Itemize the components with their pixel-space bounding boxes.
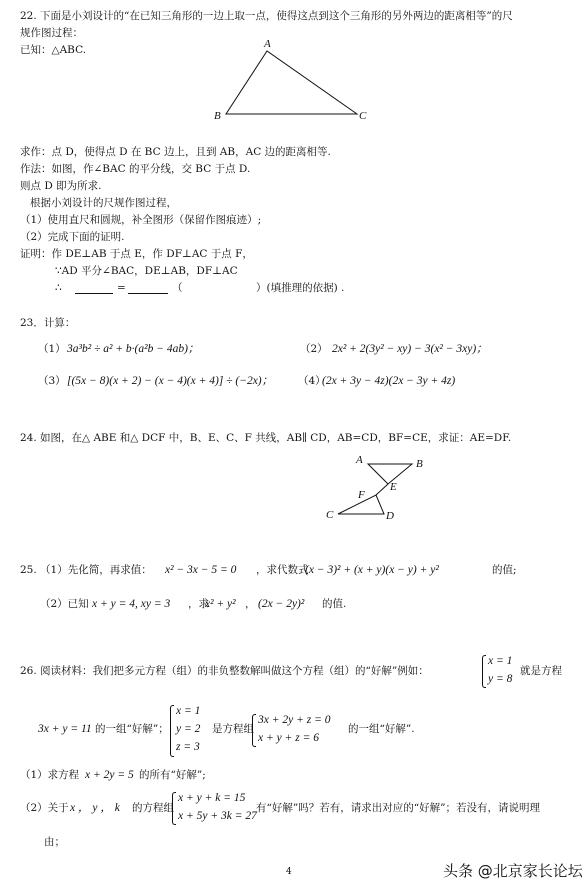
q25-part2-condition: x + y = 4, xy = 3 — [92, 598, 171, 610]
q23-part3-expr: [(5x − 8)(x + 2) − (x − 4)(x + 4)] ÷ (−2x)； — [67, 375, 274, 387]
q23-part3-label: （3） — [38, 375, 66, 387]
q26-part1-suffix: 的所有“好解”; — [139, 769, 206, 781]
q22-task1: （1）使用直尺和圆规，补全图形（保留作图痕迹）; — [20, 214, 262, 226]
q26-system-eq1: 3x + 2y + z = 0 — [258, 714, 331, 726]
q25-part2-ask: ，求 — [188, 598, 209, 610]
q26-solution-x: x = 1 — [176, 705, 201, 717]
q26-part2-prefix: （2）关于 — [20, 802, 69, 814]
q22-intro: 根据小刘设计的尺规作图过程， — [30, 197, 177, 209]
blank-2[interactable] — [128, 293, 168, 294]
q23-title: 23．计算： — [20, 317, 76, 329]
brace — [252, 714, 256, 747]
q26-part2-eq1: x + y + k = 15 — [178, 792, 246, 804]
q26-intro: 26. 阅读材料：我们把多元方程（组）的非负整数解叫做这个方程（组）的“好解”例如： — [20, 665, 429, 677]
q22-proof-basis: ）(填推理的依据) . — [256, 282, 345, 294]
q24-stem: 24. 如图，在△ ABE 和△ DCF 中，B、E、C、F 共线，AB∥ CD，AB=CD，BF=CE，求证：AE=DF. — [20, 432, 512, 444]
q25-part2-prefix: （2）已知 — [40, 598, 89, 610]
q22-proof-line1: 证明：作 DE⊥AB 于点 E，作 DF⊥AC 于点 F， — [20, 248, 253, 260]
q26-intro-end: 就是方程 — [520, 665, 562, 677]
q26-part1-prefix: （1）求方程 — [20, 769, 80, 781]
q25-part1-suffix: 的值; — [492, 564, 517, 576]
q25-part1-prefix: 25. （1）先化简，再求值： — [20, 564, 152, 576]
q22-task2: （2）完成下面的证明. — [20, 231, 125, 243]
q26-solution-y: y = 2 — [176, 723, 201, 735]
label-f: F — [358, 489, 365, 501]
q23-part2-label: （2） — [300, 343, 328, 355]
q26-solution-z: z = 3 — [176, 741, 200, 753]
q22-given: 已知：△ABC. — [20, 44, 87, 56]
q26-example-eq: 3x + y = 11 — [38, 723, 92, 735]
q26-system-end: 的一组“好解”. — [348, 723, 415, 735]
q22-stem-line2: 规作图过程： — [20, 27, 83, 39]
watermark: 头条 @北京家长论坛 — [443, 862, 583, 880]
q26-part2-vars: x ， y ， k — [70, 802, 120, 814]
q22-proof-equals: = — [117, 282, 126, 294]
brace — [170, 705, 174, 757]
q23-part1-label: （1） — [38, 343, 66, 355]
q26-part1-eq: x + 2y = 5 — [85, 769, 134, 781]
label-a: A — [356, 454, 363, 466]
q26-part2-mid: 的方程组 — [132, 802, 174, 814]
q22-proof-line2: ∵AD 平分∠BAC，DE⊥AB，DF⊥AC — [55, 265, 238, 277]
q26-system-text: 是方程组 — [212, 723, 254, 735]
q26-example-y: y = 8 — [488, 673, 513, 685]
blank-1[interactable] — [75, 293, 113, 294]
q25-part1-condition: x² − 3x − 5 = 0 — [165, 564, 237, 576]
label-b: B — [416, 458, 423, 470]
q23-part4-label: （4） — [298, 375, 326, 387]
q23-part4-expr: (2x + 3y − 4z)(2x − 3y + 4z) — [322, 375, 456, 387]
q25-part2-comma: ， — [245, 598, 256, 610]
q26-example-x: x = 1 — [488, 655, 513, 667]
brace — [172, 792, 176, 825]
q22-method: 作法：如图，作∠BAC 的平分线，交 BC 于点 D. — [20, 163, 251, 175]
page-number: 4 — [286, 867, 292, 877]
q22-find: 求作：点 D，使得点 D 在 BC 边上，且到 AB，AC 边的距离相等. — [20, 146, 331, 158]
q22-result: 则点 D 即为所求. — [20, 180, 102, 192]
q25-part1-mid: ，求代数式 — [256, 564, 309, 576]
q26-part2-eq2: x + 5y + 3k = 27 — [178, 810, 257, 822]
q22-proof-paren: （ — [172, 282, 183, 294]
label-b: B — [214, 110, 221, 122]
q25-part1-expr: (x − 3)² + (x + y)(x − y) + y² — [305, 564, 439, 576]
q22-stem-line1: 22. 下面是小刘设计的“在已知三角形的一边上取一点，使得这点到这个三角形的另外两边的距离相等”的尺 — [20, 10, 513, 22]
label-a: A — [264, 38, 271, 50]
q25-part2-expr2: (2x − 2y)² — [258, 598, 305, 610]
label-c: C — [326, 509, 334, 521]
q25-part2-suffix: 的值. — [322, 598, 347, 610]
parallel-triangles-figure — [320, 450, 440, 525]
label-e: E — [390, 481, 397, 493]
triangle-abc-figure — [200, 34, 380, 126]
q22-proof-therefore: ∴ — [55, 282, 62, 294]
q26-system-eq2: x + y + z = 6 — [258, 732, 319, 744]
q23-part1-expr: 3a³b² ÷ a² + b·(a²b − 4ab)； — [67, 343, 200, 355]
brace — [482, 655, 486, 688]
q23-part2-expr: 2x² + 2(3y² − xy) − 3(x² − 3xy)； — [332, 343, 488, 355]
q26-part2-question: 有“好解”吗？若有，请求出对应的“好解”；若没有，请说明理 — [256, 802, 540, 814]
q26-example-text: 的一组“好解”； — [95, 723, 169, 735]
q25-part2-expr1: x² + y² — [205, 598, 236, 610]
q26-part2-end: 由； — [44, 836, 65, 848]
label-d: D — [386, 510, 394, 522]
label-c: C — [359, 110, 367, 122]
